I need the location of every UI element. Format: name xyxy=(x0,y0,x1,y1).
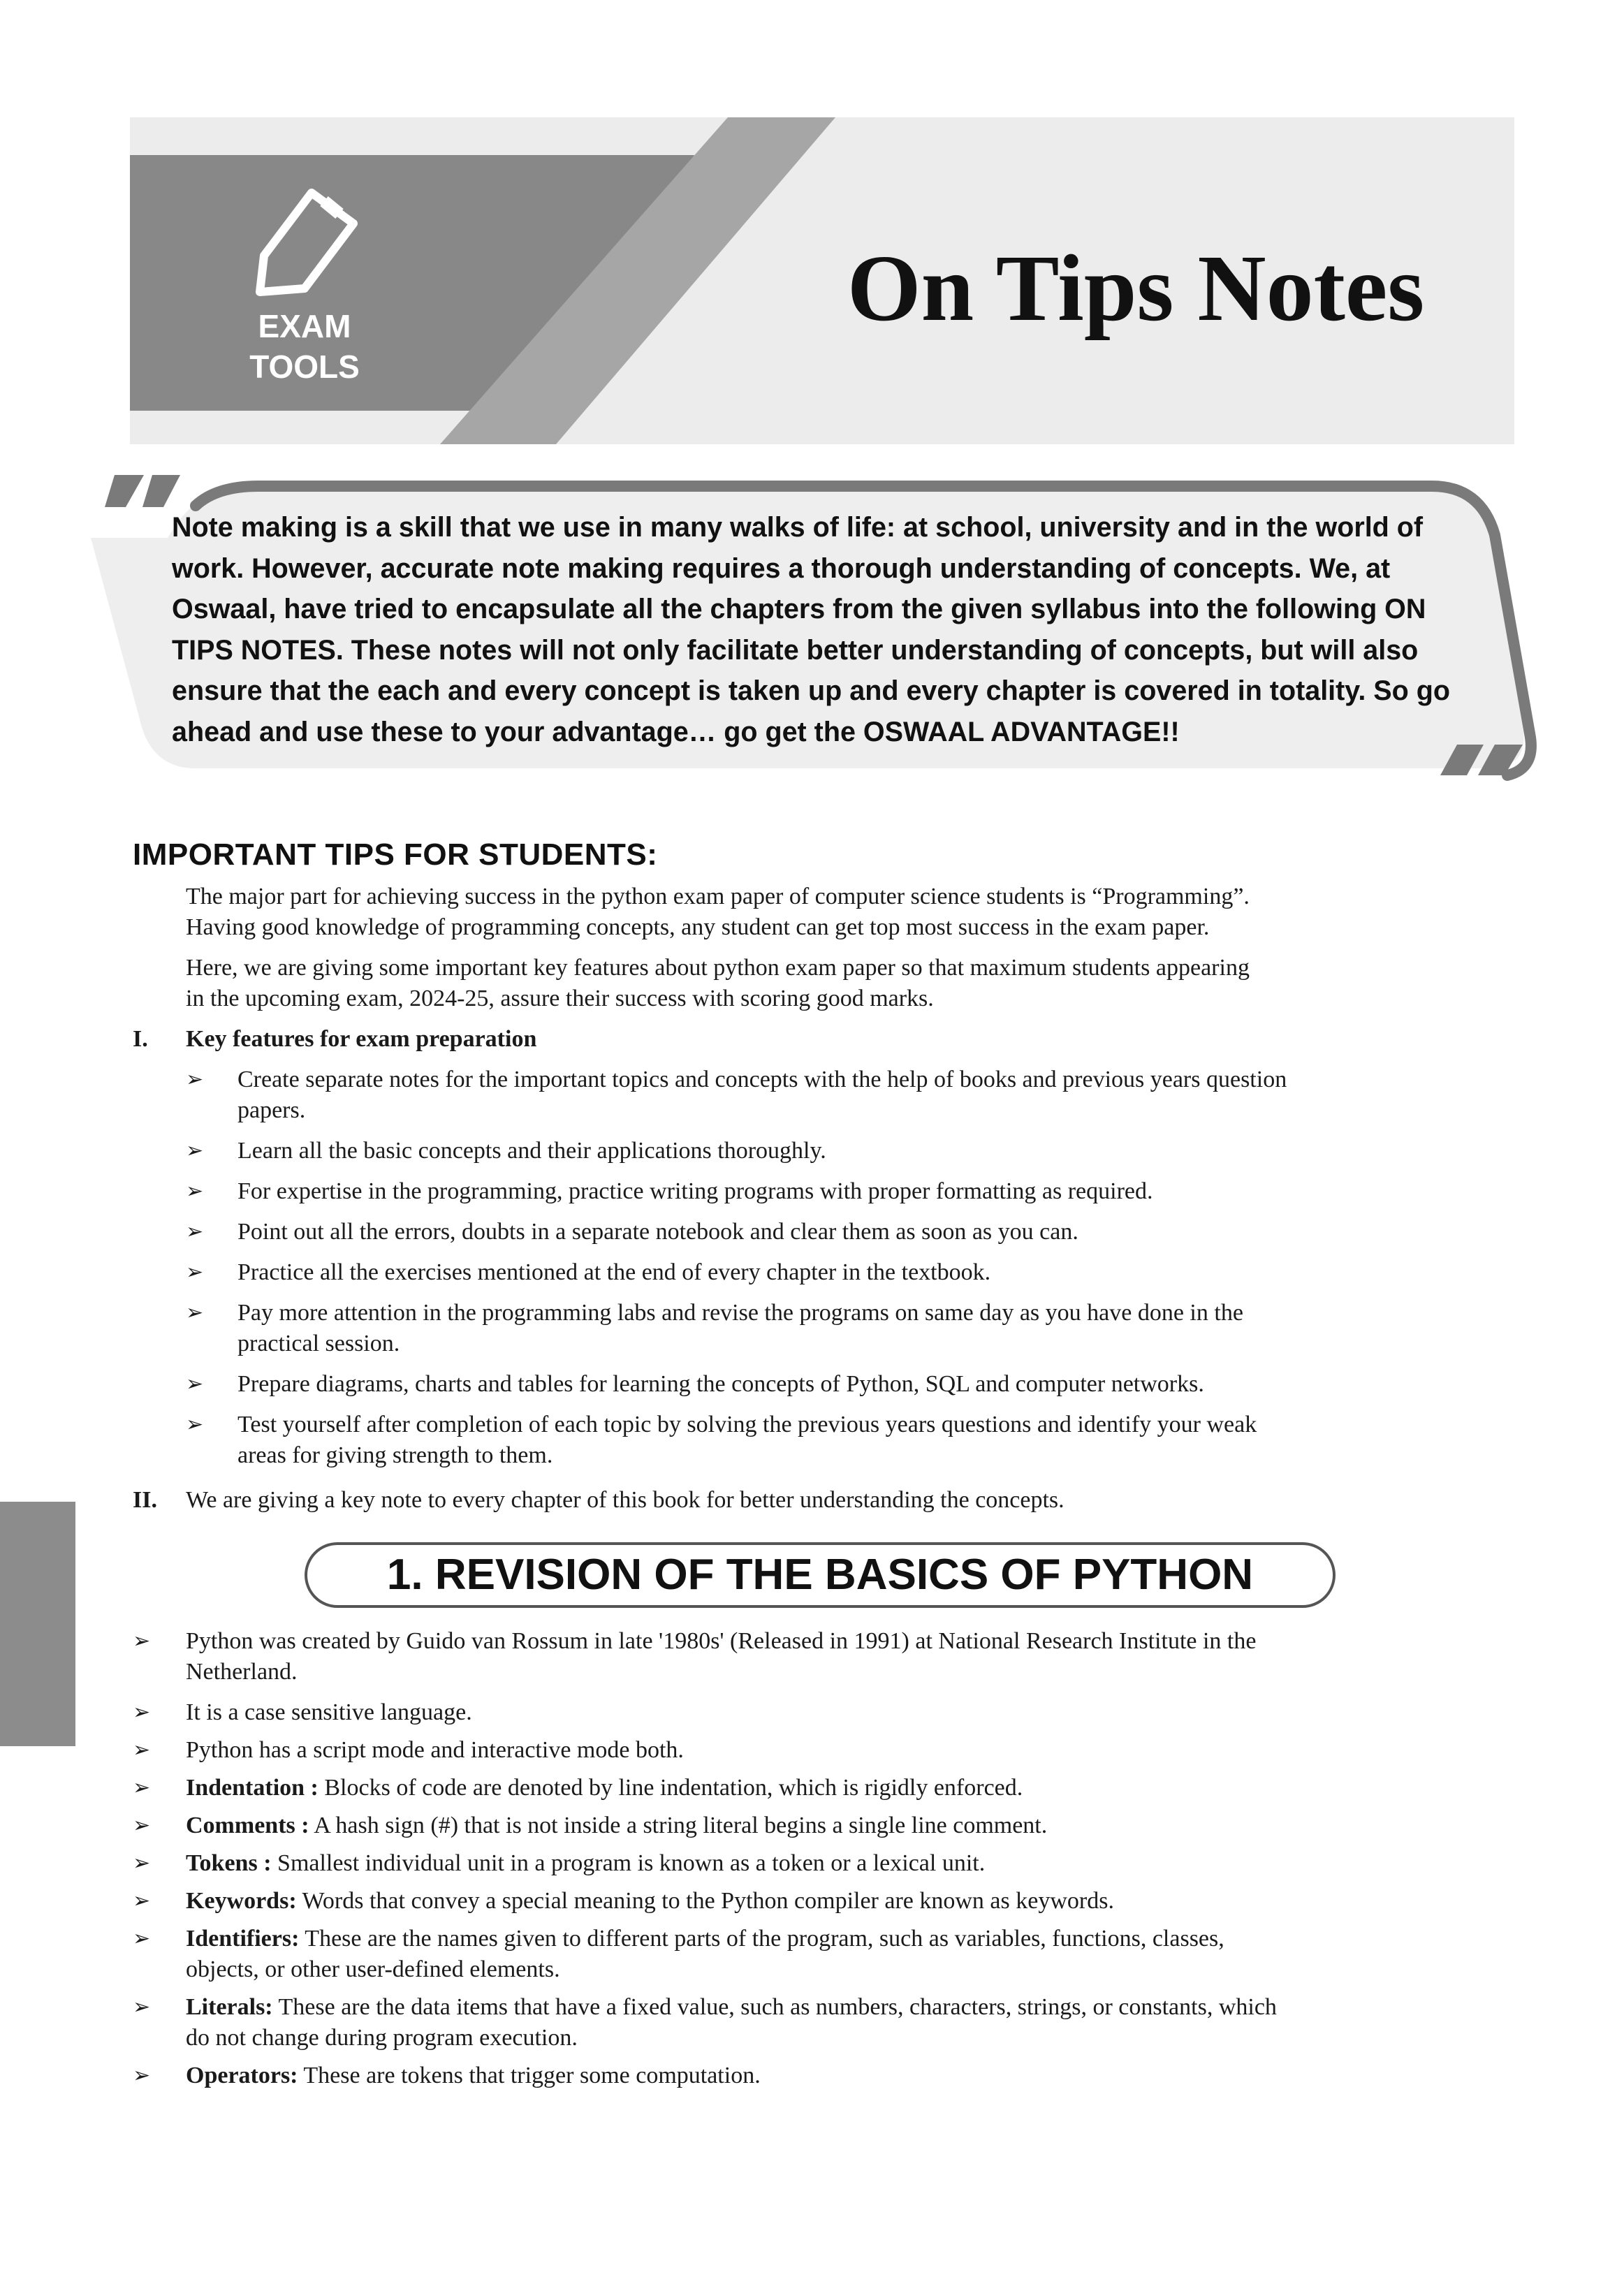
list-item-line: Smallest individual unit in a program is known as a token or a lexical unit. xyxy=(271,1850,986,1876)
badge-line-1: EXAM xyxy=(258,308,351,344)
section-heading-key-features: Key features for exam preparation xyxy=(186,1026,537,1052)
list-item-line: do not change during program execution. xyxy=(186,2025,578,2051)
list-item-line: Practice all the exercises mentioned at the end of every chapter in the textbook. xyxy=(237,1259,991,1285)
list-item-line: Point out all the errors, doubts in a separate notebook and clear them as soon as you can. xyxy=(237,1219,1078,1245)
list-item-line: Learn all the basic concepts and their applications thoroughly. xyxy=(237,1138,826,1164)
arrowhead-bullet-icon: ➢ xyxy=(186,1067,204,1092)
arrowhead-bullet-icon: ➢ xyxy=(186,1372,204,1396)
list-item-line: Create separate notes for the important topics and concepts with the help of books and previous years question xyxy=(237,1067,1287,1092)
intro-paragraph xyxy=(172,507,1471,752)
section-2-text: We are giving a key note to every chapter of this book for better understanding the concepts. xyxy=(186,1487,1065,1513)
term-label: Identifiers: xyxy=(186,1926,300,1952)
term-label: Literals: xyxy=(186,1994,273,2020)
list-item-line: practical session. xyxy=(237,1331,400,1356)
intro-line: Note making is a skill that we use in many walks of life: at school, university and in the world of xyxy=(172,512,1424,543)
arrowhead-bullet-icon: ➢ xyxy=(186,1301,204,1325)
list-item-line: These are tokens that trigger some computation. xyxy=(298,2063,761,2088)
term-label: Keywords: xyxy=(186,1888,297,1914)
tips-paragraph-2 xyxy=(186,953,1513,1014)
arrowhead-bullet-icon: ➢ xyxy=(186,1139,204,1163)
side-tab xyxy=(0,1502,75,1746)
term-label: Tokens : xyxy=(186,1850,272,1876)
list-item-line: These are the names given to different parts of the program, such as variables, functions, classes, xyxy=(299,1926,1224,1952)
list-item-line: Prepare diagrams, charts and tables for learning the concepts of Python, SQL and computer networks. xyxy=(237,1371,1204,1397)
list-item-line: These are the data items that have a fixed value, such as numbers, characters, strings, or constants, which xyxy=(272,1994,1277,2020)
intro-line: work. However, accurate note making requires a thorough understanding of concepts. We, at xyxy=(172,552,1391,584)
arrowhead-bullet-icon: ➢ xyxy=(186,1412,204,1437)
list-item-line: Blocks of code are denoted by line indentation, which is rigidly enforced. xyxy=(318,1775,1023,1801)
exam-tools-badge xyxy=(249,306,360,387)
list-item-line: It is a case sensitive language. xyxy=(186,1699,472,1725)
list-item-line: Pay more attention in the programming labs and revise the programs on same day as you have done in the xyxy=(237,1300,1243,1326)
list-item-line: Netherland. xyxy=(186,1659,298,1685)
chapter-title: 1. REVISION OF THE BASICS OF PYTHON xyxy=(305,1542,1336,1608)
intro-line: Oswaal, have tried to encapsulate all the chapters from the given syllabus into the following ON xyxy=(172,594,1426,624)
list-item-line: areas for giving strength to them. xyxy=(237,1442,553,1468)
arrowhead-bullet-icon: ➢ xyxy=(133,1629,151,1653)
intro-line: ahead and use these to your advantage… go get the OSWAAL ADVANTAGE!! xyxy=(172,716,1180,747)
arrowhead-bullet-icon: ➢ xyxy=(186,1179,204,1203)
arrowhead-bullet-icon: ➢ xyxy=(186,1220,204,1244)
section-numeral-1: I. xyxy=(133,1026,148,1052)
term-label: Indentation : xyxy=(186,1775,319,1801)
list-item-line: A hash sign (#) that is not inside a string literal begins a single line comment. xyxy=(309,1813,1048,1838)
intro-line: TIPS NOTES. These notes will not only facilitate better understanding of concepts, but will also xyxy=(172,634,1419,666)
tips-heading: IMPORTANT TIPS FOR STUDENTS: xyxy=(133,837,658,872)
quote-mark-icon-open xyxy=(105,475,180,507)
list-item-line: Python has a script mode and interactive mode both. xyxy=(186,1737,684,1763)
arrowhead-bullet-icon: ➢ xyxy=(133,1813,151,1838)
list-item-line: Words that convey a special meaning to the Python compiler are known as keywords. xyxy=(296,1888,1114,1914)
arrowhead-bullet-icon: ➢ xyxy=(133,1889,151,1913)
arrowhead-bullet-icon: ➢ xyxy=(133,1851,151,1875)
term-label: Operators: xyxy=(186,2063,298,2088)
list-item-line: Python was created by Guido van Rossum in late '1980s' (Released in 1991) at National Research Institute in the xyxy=(186,1628,1257,1654)
arrowhead-bullet-icon: ➢ xyxy=(133,1738,151,1762)
list-item-line: For expertise in the programming, practice writing programs with proper formatting as required. xyxy=(237,1178,1153,1204)
badge-line-2: TOOLS xyxy=(249,349,360,385)
paragraph-line: Having good knowledge of programming concepts, any student can get top most success in the exam paper. xyxy=(186,914,1210,940)
arrowhead-bullet-icon: ➢ xyxy=(186,1260,204,1284)
arrowhead-bullet-icon: ➢ xyxy=(133,2063,151,2088)
list-item-line: papers. xyxy=(237,1097,306,1123)
tips-paragraph-1 xyxy=(186,881,1513,943)
arrowhead-bullet-icon: ➢ xyxy=(133,1995,151,2019)
list-item-line: objects, or other user-defined elements. xyxy=(186,1956,560,1982)
page-title: On Tips Notes xyxy=(847,236,1425,341)
section-numeral-2: II. xyxy=(133,1487,157,1513)
arrowhead-bullet-icon: ➢ xyxy=(133,1776,151,1800)
paragraph-line: Here, we are giving some important key features about python exam paper so that maximum students appearing xyxy=(186,955,1250,981)
arrowhead-bullet-icon: ➢ xyxy=(133,1700,151,1725)
arrowhead-bullet-icon: ➢ xyxy=(133,1926,151,1951)
intro-line: ensure that the each and every concept is taken up and every chapter is covered in totality. So go xyxy=(172,675,1450,706)
term-label: Comments : xyxy=(186,1813,309,1838)
header-banner xyxy=(130,117,1514,444)
paragraph-line: in the upcoming exam, 2024-25, assure their success with scoring good marks. xyxy=(186,986,934,1011)
list-item-line: Test yourself after completion of each topic by solving the previous years questions and identify your weak xyxy=(237,1412,1257,1437)
paragraph-line: The major part for achieving success in the python exam paper of computer science students is “Programming”. xyxy=(186,884,1250,909)
